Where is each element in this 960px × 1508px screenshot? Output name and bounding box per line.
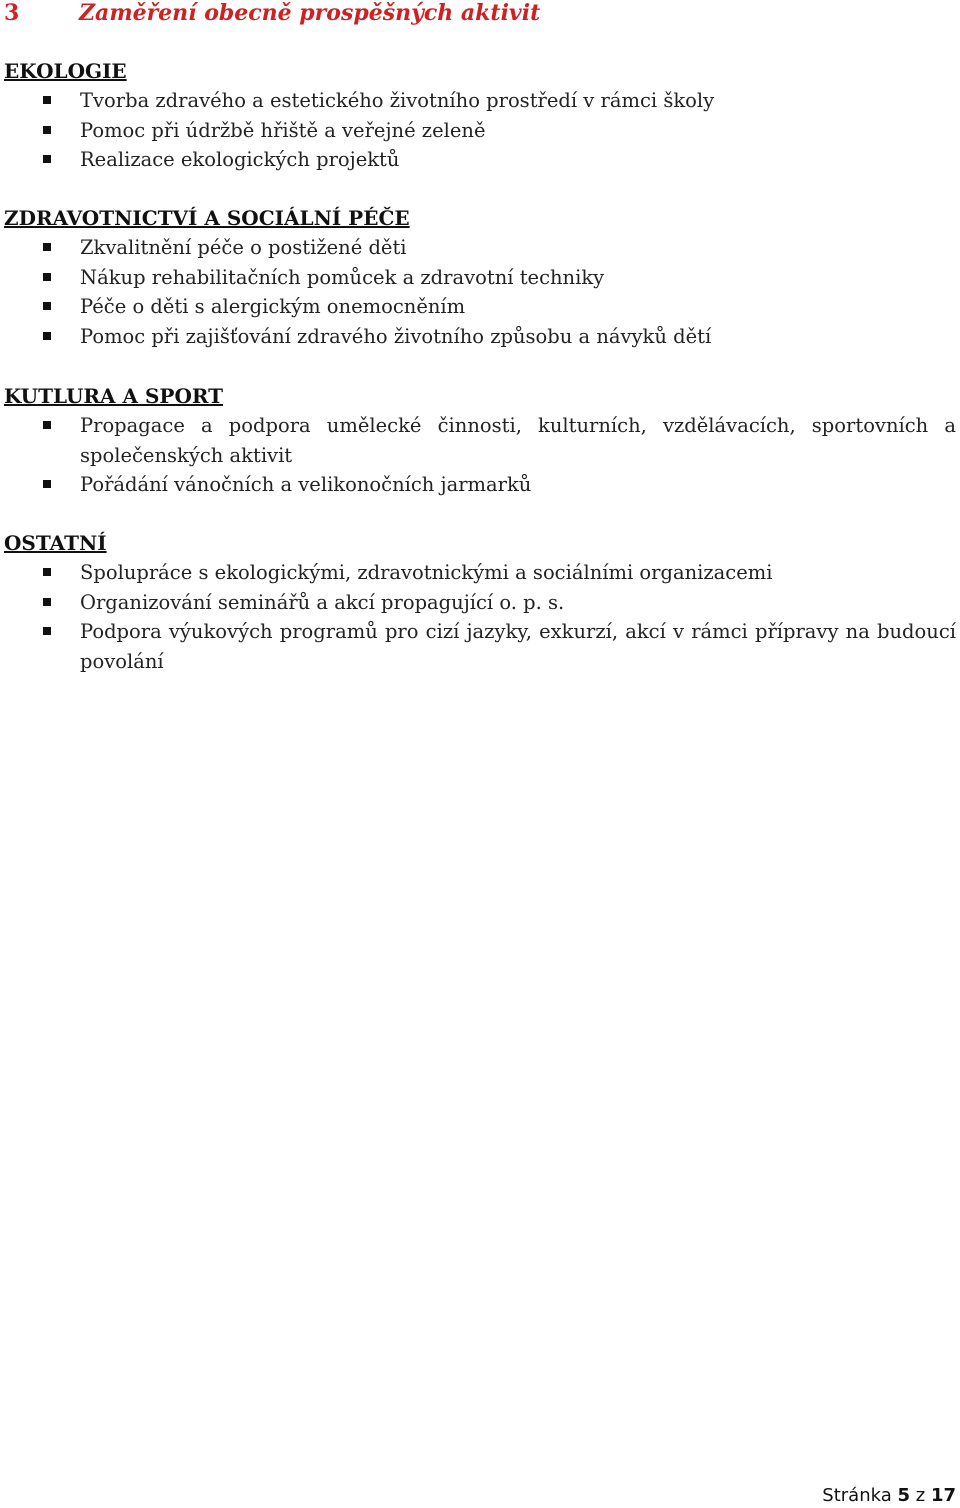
list-item: Spolupráce s ekologickými, zdravotnickými a sociálními organizacemi (0, 558, 960, 588)
chapter-heading (4, 0, 540, 26)
square-bullet-icon (43, 480, 51, 488)
list-item: Zkvalitnění péče o postižené děti (0, 233, 960, 263)
section-zdravotnictvi (0, 203, 960, 351)
list-item: Nákup rehabilitačních pomůcek a zdravotní techniky (0, 263, 960, 293)
page-total: 17 (930, 1485, 956, 1506)
square-bullet-icon (43, 126, 51, 134)
square-bullet-icon (43, 627, 51, 635)
bullet-list (0, 86, 960, 175)
section-title: KUTLURA A SPORT (4, 384, 224, 408)
list-item: Pomoc při údržbě hřiště a veřejné zeleně (0, 116, 960, 146)
list-item: Pomoc při zajišťování zdravého životního způsobu a návyků dětí (0, 322, 960, 352)
list-item: Organizování seminářů a akcí propagující o. p. s. (0, 588, 960, 618)
list-item: Podpora výukových programů pro cizí jazyky, exkurzí, akcí v rámci přípravy na budoucí povolání (0, 617, 960, 676)
list-item: Pořádání vánočních a velikonočních jarmarků (0, 470, 960, 500)
section-title: ZDRAVOTNICTVÍ A SOCIÁLNÍ PÉČE (4, 206, 410, 230)
chapter-title: Zaměření obecně prospěšných aktivit (79, 0, 541, 26)
bullet-list (0, 411, 960, 500)
section-title: EKOLOGIE (4, 59, 127, 83)
square-bullet-icon (43, 332, 51, 340)
page-footer (822, 1485, 956, 1506)
square-bullet-icon (43, 598, 51, 606)
section-kultura-sport (0, 381, 960, 500)
page-current: 5 (897, 1485, 911, 1506)
list-item: Péče o děti s alergickým onemocněním (0, 292, 960, 322)
square-bullet-icon (43, 243, 51, 251)
section-ostatni (0, 528, 960, 676)
list-item: Tvorba zdravého a estetického životního prostředí v rámci školy (0, 86, 960, 116)
square-bullet-icon (43, 273, 51, 281)
square-bullet-icon (43, 302, 51, 310)
square-bullet-icon (43, 155, 51, 163)
bullet-list (0, 233, 960, 351)
bullet-list (0, 558, 960, 676)
chapter-number: 3 (4, 0, 20, 26)
page-label: Stránka (822, 1485, 892, 1506)
page-separator: z (915, 1485, 926, 1506)
square-bullet-icon (43, 96, 51, 104)
square-bullet-icon (43, 421, 51, 429)
section-title: OSTATNÍ (4, 531, 107, 555)
list-item: Propagace a podpora umělecké činnosti, kulturních, vzdělávacích, sportovních a společenských aktivit (0, 411, 960, 470)
section-ekologie (0, 56, 960, 175)
list-item: Realizace ekologických projektů (0, 145, 960, 175)
square-bullet-icon (43, 568, 51, 576)
